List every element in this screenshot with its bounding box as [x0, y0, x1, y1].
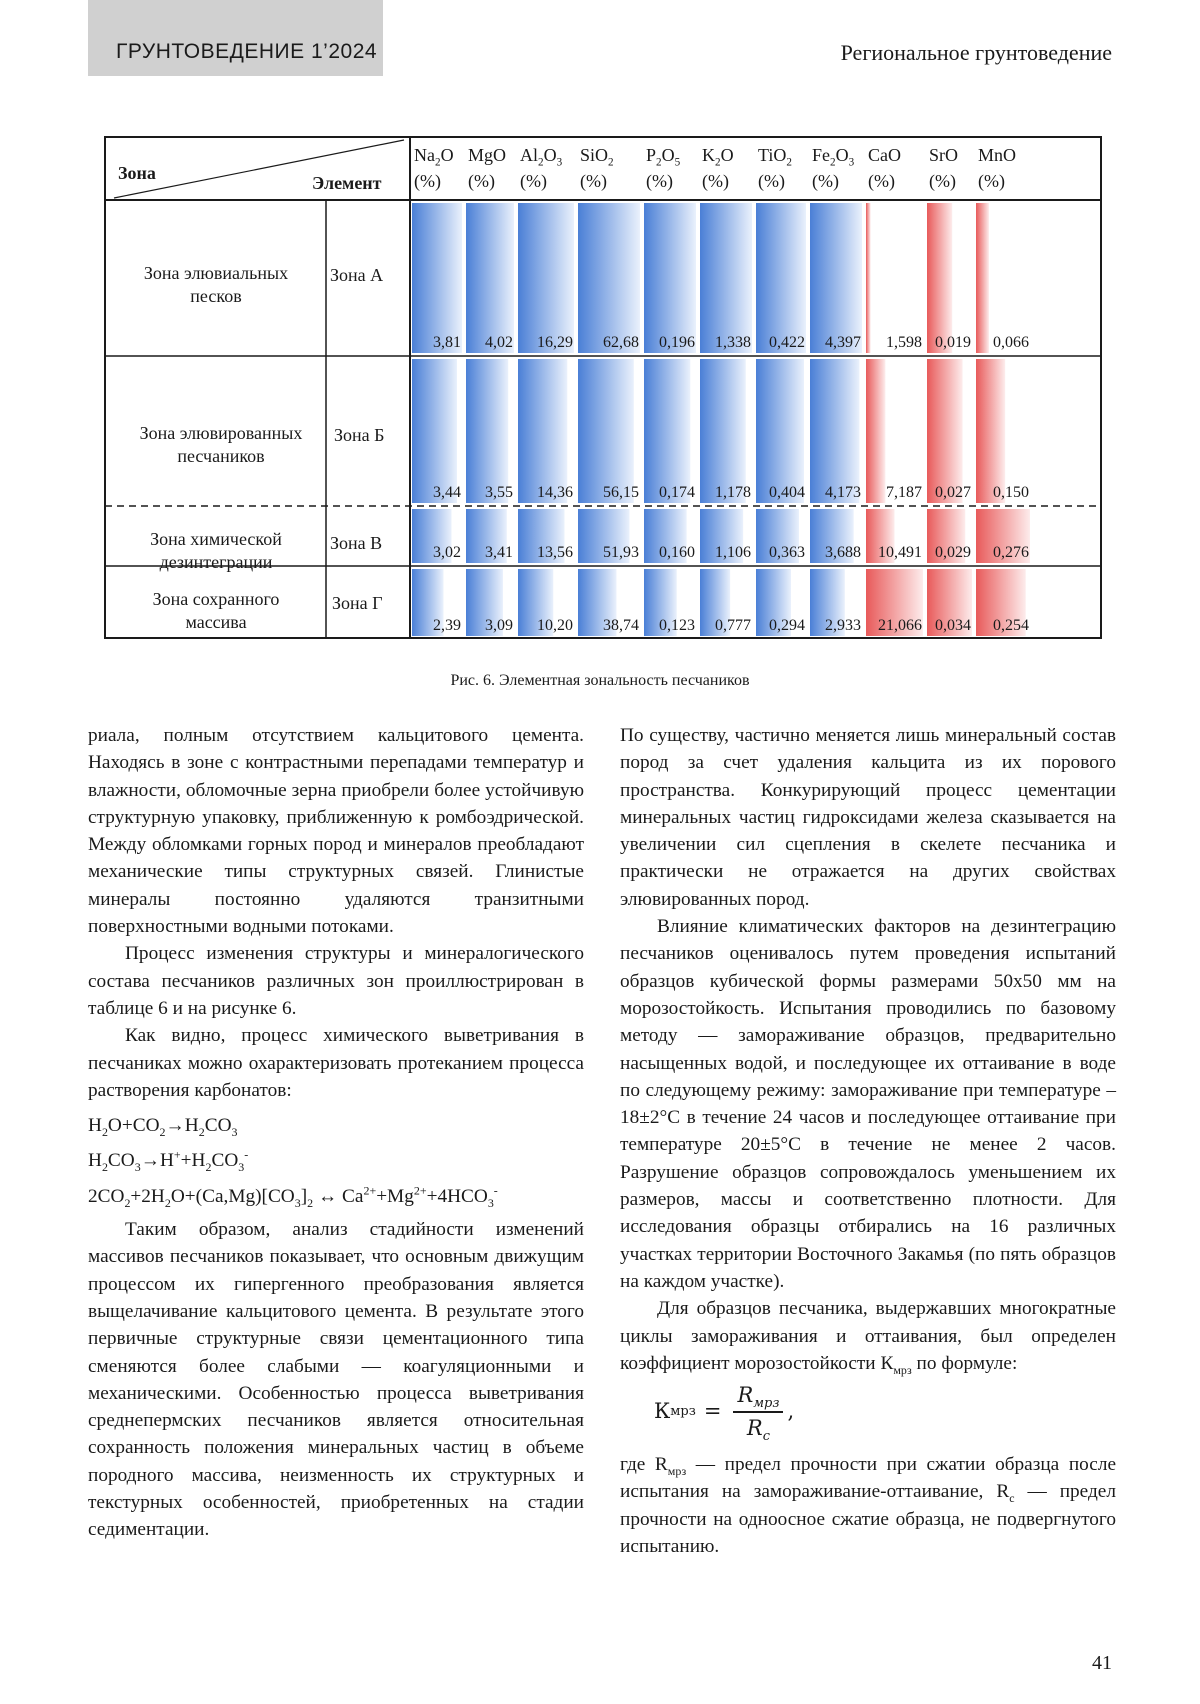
cell-value-1-6: 0,404: [769, 484, 805, 501]
right-paragraph-1: По существу, частично меняется лишь минеральный состав пород за счет удаления кальцита из их порового пространства. Конкурирующий процесс цементации минеральных частиц гидроксидами железа сказывается на увеличении сил сцепления в скелете песчаника и практически не отражается на других свойствах элювированных пород.: [620, 725, 1116, 910]
bar-1-3: [578, 359, 634, 503]
cell-value-0-0: 3,81: [433, 334, 461, 351]
cell-value-0-5: 1,338: [715, 334, 751, 351]
cell-value-1-3: 56,15: [603, 484, 639, 501]
bar-1-0: [412, 359, 457, 503]
bar-0-4: [644, 203, 696, 353]
cell-value-0-10: 0,066: [993, 334, 1029, 351]
row-zone-a-name: Зона элювиальных песков: [143, 263, 289, 306]
bar-0-2: [518, 203, 574, 353]
cell-value-0-6: 0,422: [769, 334, 805, 351]
journal-header: [88, 0, 383, 76]
cell-value-2-9: 0,029: [935, 544, 971, 561]
column-header-2: $Al_2O_3$ (%): [520, 145, 563, 192]
cell-value-1-7: 4,173: [825, 484, 861, 501]
bar-1-2: [518, 359, 567, 503]
bar-1-9: [927, 359, 963, 503]
cell-value-3-10: 0,254: [993, 617, 1029, 634]
bar-1-5: [700, 359, 746, 503]
cell-value-1-10: 0,150: [993, 484, 1029, 501]
cell-value-0-3: 62,68: [603, 334, 639, 351]
column-header-3: SiO$_2$ (%): [580, 145, 614, 192]
cell-value-1-0: 3,44: [433, 484, 461, 501]
bar-1-8: [866, 359, 885, 503]
cell-value-3-7: 2,933: [825, 617, 861, 634]
right-paragraph-3: Для образцов песчаника, выдержавших многократные циклы замораживания и оттаивания, был определен коэффициент морозостойкости $К_{мрз}$ по формуле:: [620, 1298, 1116, 1377]
bar-0-8: [866, 203, 871, 353]
cell-value-2-1: 3,41: [485, 544, 513, 561]
row-zone-b-name: Зона элювированных песчаников: [139, 423, 303, 466]
row-zone-g-label: Зона Г: [332, 593, 383, 613]
cell-value-0-1: 4,02: [485, 334, 513, 351]
cell-value-2-2: 13,56: [537, 544, 573, 561]
cell-value-1-5: 1,178: [715, 484, 751, 501]
column-header-9: SrO (%): [929, 145, 959, 192]
frost-resistance-formula: К мрз = $\frac{R_{мрз}}{R_с}$ ,: [654, 1382, 795, 1445]
column-header-1: MgO (%): [468, 145, 507, 192]
bar-1-1: [466, 359, 508, 503]
cell-value-2-10: 0,276: [993, 544, 1029, 561]
bar-1-4: [644, 359, 690, 503]
journal-title: ГРУНТОВЕДЕНИЕ 1’2024: [116, 40, 378, 63]
cell-value-2-4: 0,160: [659, 544, 695, 561]
column-header-7: $Fe_2O_3$ (%): [812, 145, 855, 192]
cell-value-3-3: 38,74: [603, 617, 639, 634]
cell-value-2-0: 3,02: [433, 544, 461, 561]
left-paragraph-4: Таким образом, анализ стадийности изменений массивов песчаников показывает, что основным движущим процессом их гипергенного преобразования является выщелачивание кальцитового цемента. В результате этого первичные структурные связи цементационного типа сменяются более слабыми — коагуляционными и механическими. Особенностью процесса выветривания среднепермских песчаников является относительная сохранность положения минеральных частиц в объеме породного массива, неизменность их структурных и текстурных особенностей, приобретенных на стадии седиментации.: [88, 1219, 584, 1541]
bar-0-1: [466, 203, 514, 353]
bar-1-6: [756, 359, 804, 503]
cell-value-3-0: 2,39: [433, 617, 461, 634]
corner-zone-label: Зона: [118, 163, 156, 183]
cell-value-3-1: 3,09: [485, 617, 513, 634]
left-paragraph-1: риала, полным отсутствием кальцитового цемента. Находясь в зоне с контрастными перепадами температур и влажности, обломочные зерна приобрели более устойчивую структурную упаковку, приближенную к ромбоэдрической. Между обломками горных пород и минералов преобладают механические типы структурных связей. Глинистые минералы постоянно удаляются транзитными поверхностными водными потоками.: [88, 725, 584, 938]
bar-0-10: [976, 203, 989, 353]
equation-2: $H_2CO_3\to H^++H_2CO_3^-$: [88, 1148, 249, 1175]
cell-value-2-6: 0,363: [769, 544, 805, 561]
section-title: Региональное грунтоведение: [840, 40, 1112, 65]
bar-0-9: [927, 203, 952, 353]
cell-value-3-8: 21,066: [878, 617, 922, 634]
figure-caption: Рис. 6. Элементная зональность песчаников: [450, 672, 750, 689]
bar-1-7: [810, 359, 859, 503]
column-header-6: TiO$_2$ (%): [758, 145, 792, 192]
right-paragraph-4: где $R_{мрз}$ — предел прочности при сжатии образца после испытания на замораживание-оттаивание, $R_с$ — предел прочности на одноосное сжатие образца, не подвергнутого испытанию.: [620, 1454, 1117, 1558]
cell-value-0-4: 0,196: [659, 334, 695, 351]
left-column: [88, 722, 584, 1544]
column-header-10: MnO (%): [978, 145, 1017, 192]
cell-value-2-5: 1,106: [715, 544, 751, 561]
corner-element-label: Элемент: [312, 173, 382, 193]
column-header-5: $K_2O$ (%): [702, 145, 734, 192]
cell-value-1-9: 0,027: [935, 484, 971, 501]
bar-0-5: [700, 203, 752, 353]
equation-1: $H_2O+CO_2\to H_2CO_3$: [88, 1115, 238, 1140]
right-column: [620, 722, 1116, 1560]
cell-value-3-4: 0,123: [659, 617, 695, 634]
column-header-8: CaO (%): [868, 145, 901, 192]
zonality-figure: [104, 136, 1102, 639]
bar-0-7: [810, 203, 862, 353]
cell-value-2-3: 51,93: [603, 544, 639, 561]
cell-value-1-1: 3,55: [485, 484, 513, 501]
row-zone-a-label: Зона А: [330, 265, 384, 285]
cell-value-2-8: 10,491: [878, 544, 922, 561]
column-header-0: $Na_2O$ (%): [414, 145, 454, 192]
cell-value-3-2: 10,20: [537, 617, 573, 634]
cell-value-3-9: 0,034: [935, 617, 971, 634]
bar-0-0: [412, 203, 462, 353]
cell-value-3-5: 0,777: [715, 617, 751, 634]
cell-value-0-7: 4,397: [825, 334, 861, 351]
row-zone-b-label: Зона Б: [334, 425, 385, 445]
row-zone-v-label: Зона В: [330, 533, 383, 553]
cell-value-1-2: 14,36: [537, 484, 573, 501]
bar-1-10: [976, 359, 1005, 503]
row-zone-v-name: Зона химической дезинтеграции: [150, 529, 282, 572]
bar-0-6: [756, 203, 806, 353]
column-header-4: $P_2O_5$ (%): [646, 145, 681, 192]
cell-value-3-6: 0,294: [769, 617, 805, 634]
cell-value-1-8: 7,187: [886, 484, 922, 501]
cell-value-0-2: 16,29: [537, 334, 573, 351]
bar-0-3: [578, 203, 640, 353]
left-paragraph-2: Процесс изменения структуры и минералогического состава песчаников различных зон проиллюстрирован в таблице 6 и на рисунке 6.: [88, 943, 584, 1019]
cell-value-0-9: 0,019: [935, 334, 971, 351]
right-paragraph-2: Влияние климатических факторов на дезинтеграцию песчаников оценивалось путем проведения испытаний образцов кубической формы размерами 50х50 мм на морозостойкость. Испытания проводились по базовому методу — замораживание образцов, предварительно насыщенных водой, и последующее их оттаивание в воде по следующему режиму: замораживание при температуре –18±2°С в течение 24 часов и последующее оттаивание при температуре 20±5°С в течение не менее 2 часов. Разрушение образцов сопровождалось уменьшением их размеров, массы и соответственно плотности. Для исследования образцы отбирались на 16 различных участках территории Восточного Закамья (по пять образцов на каждом участке).: [620, 916, 1116, 1292]
cell-value-1-4: 0,174: [659, 484, 695, 501]
page-number: 41: [1092, 1652, 1112, 1674]
equation-3: $2CO_2+2H_2O+(Ca,Mg)[CO_3]_2$ ↔ $Ca^{2+}+Mg^{2+}+4HCO_3^-$: [88, 1183, 498, 1210]
cell-value-0-8: 1,598: [886, 334, 922, 351]
cell-value-2-7: 3,688: [825, 544, 861, 561]
row-zone-g-name: Зона сохранного массива: [152, 589, 280, 632]
left-paragraph-3: Как видно, процесс химического выветривания в песчаниках можно охарактеризовать протеканием процесса растворения карбонатов:: [88, 1025, 584, 1101]
